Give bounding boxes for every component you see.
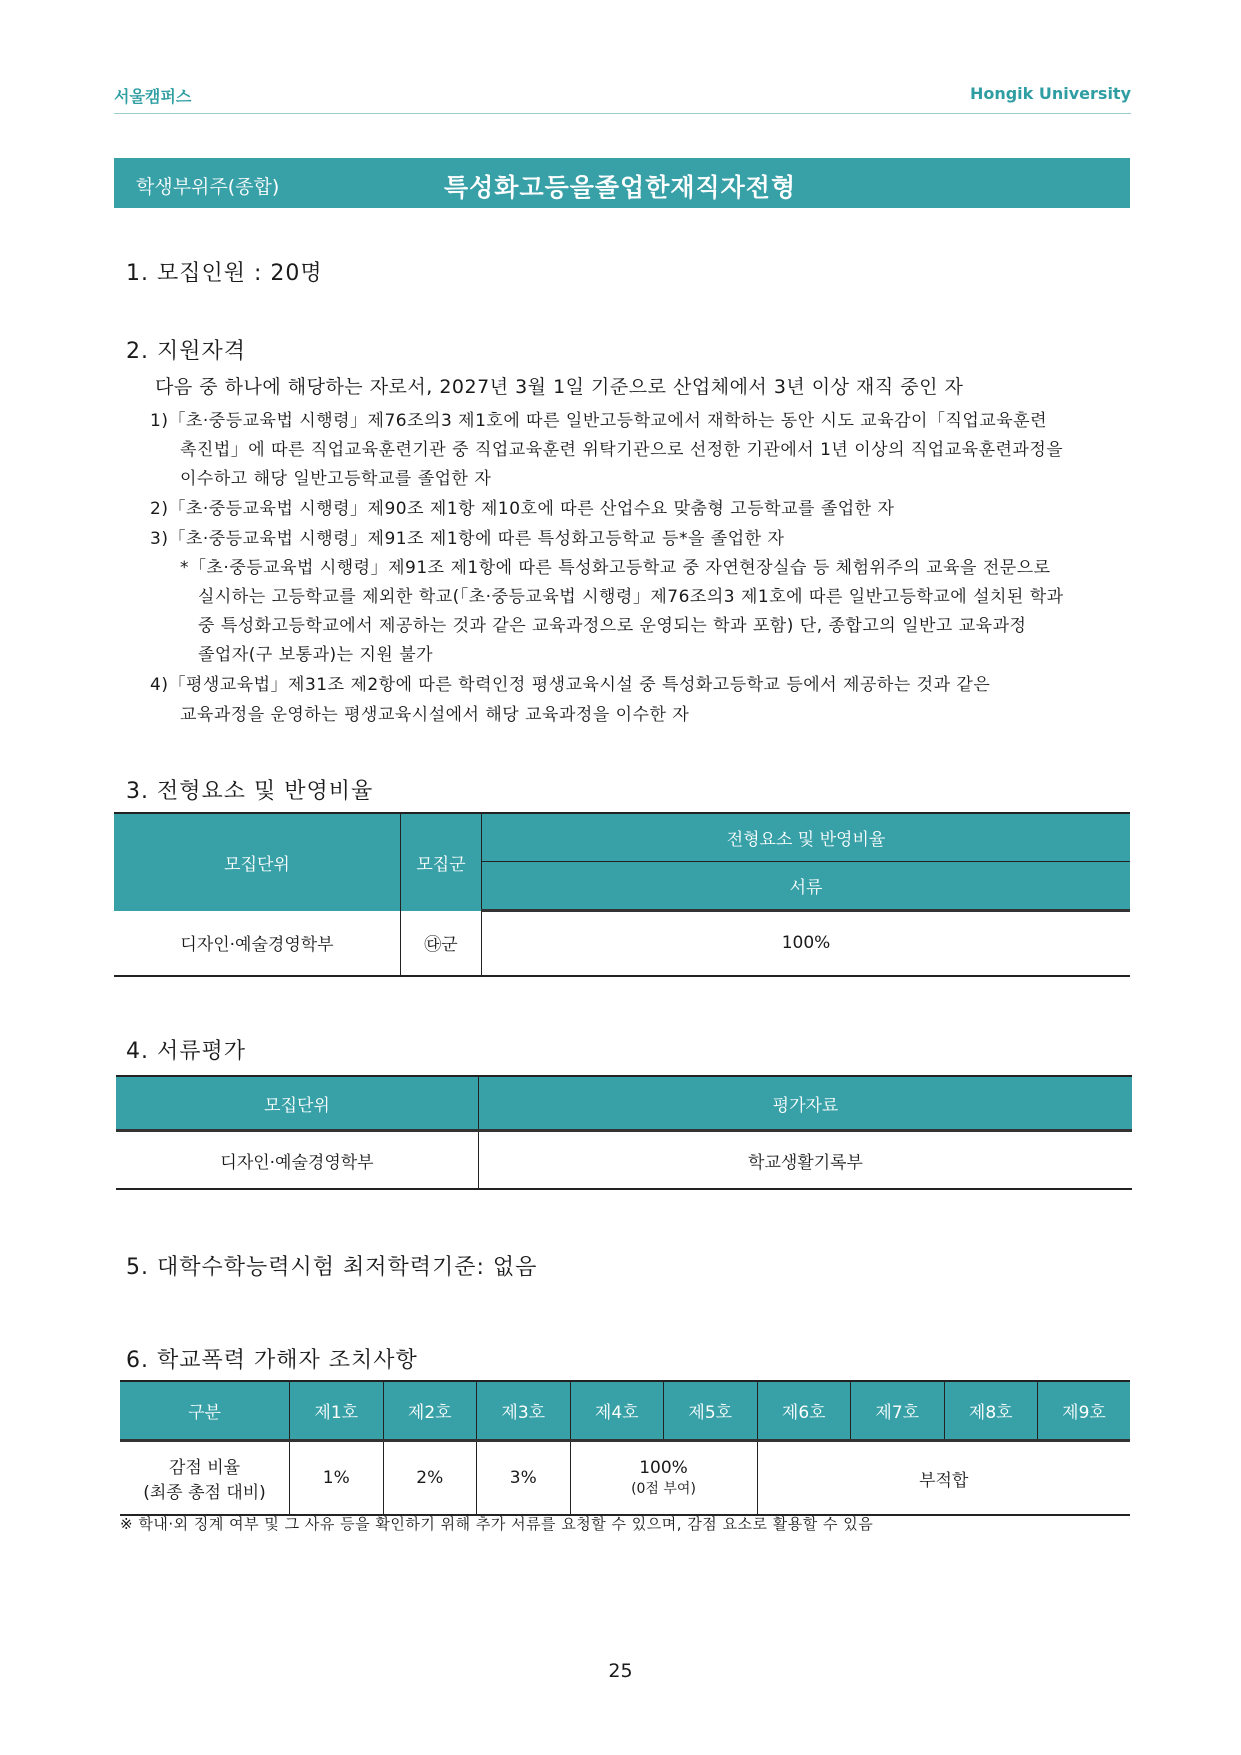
row-label [120, 1441, 290, 1516]
section-1-heading: 1. 모집인원 : 20명 [126, 261, 323, 286]
cell-value: 100% [639, 1458, 688, 1478]
page-number: 25 [608, 1660, 633, 1682]
s2-intro: 다음 중 하나에 해당하는 자로서, 2027년 3월 1일 기준으로 산업체에서 3년 이상 재직 중인 자 [155, 376, 964, 398]
table-row [116, 1131, 1132, 1190]
table-row [120, 1441, 1130, 1516]
col-measure-8: 제8호 [944, 1381, 1038, 1441]
banner-title: 특성화고등을졸업한재직자전형 [444, 173, 797, 202]
cell-group: ㉰군 [401, 911, 482, 976]
col-material: 평가자료 [479, 1076, 1133, 1131]
section-2-heading: 2. 지원자격 [126, 339, 246, 364]
s2-line: 중 특성화고등학교에서 제공하는 것과 같은 교육과정으로 운영되는 학과 포함) 단, 종합고의 일반고 교육과정 [198, 616, 1027, 636]
s2-line: 2)「초·중등교육법 시행령」제90조 제1항 제10호에 따른 산업수요 맞춤형 고등학교를 졸업한 자 [150, 499, 895, 519]
col-measure-2: 제2호 [383, 1381, 477, 1441]
document-evaluation-table [116, 1075, 1132, 1190]
row-label-line-1: 감점 비율 [168, 1458, 241, 1478]
campus-label: 서울캠퍼스 [114, 87, 192, 106]
table-row [114, 911, 1130, 976]
cell-measure-6-9: 부적합 [919, 1470, 969, 1491]
section-3-heading: 3. 전형요소 및 반영비율 [126, 779, 374, 804]
section-4-heading: 4. 서류평가 [126, 1039, 246, 1064]
s2-line: 1)「초·중등교육법 시행령」제76조의3 제1호에 따른 일반고등학교에서 재학하는 동안 시도 교육감이「직업교육훈련 [150, 411, 1047, 431]
col-elements: 전형요소 및 반영비율 [482, 813, 1131, 862]
s2-line: 이수하고 해당 일반고등학교를 졸업한 자 [180, 469, 492, 489]
s2-line: 촉진법」에 따른 직업교육훈련기관 중 직업교육훈련 위탁기관으로 선정한 기관에서 1년 이상의 직업교육훈련과정을 [180, 440, 1064, 460]
col-measure-5: 제5호 [664, 1381, 758, 1441]
row-label-line-2: (최종 총점 대비) [143, 1483, 266, 1503]
selection-elements-table [114, 812, 1130, 977]
cell-docs: 100% [781, 933, 831, 954]
col-unit: 모집단위 [116, 1076, 479, 1131]
cell-measure-1: 1% [290, 1441, 384, 1516]
col-docs: 서류 [482, 862, 1131, 911]
col-measure-3: 제3호 [477, 1381, 571, 1441]
school-violence-table [120, 1380, 1130, 1516]
cell-unit: 디자인·예술경영학부 [114, 911, 401, 976]
s2-line: 실시하는 고등학교를 제외한 학교(「초·중등교육법 시행령」제76조의3 제1호에 따른 일반고등학교에 설치된 학과 [198, 587, 1064, 607]
section-banner [114, 158, 1130, 208]
col-unit: 모집단위 [114, 813, 401, 911]
s2-line: 졸업자(구 보통과)는 지원 불가 [198, 645, 434, 665]
col-measure-9: 제9호 [1038, 1381, 1131, 1441]
university-name: Hongik University [969, 84, 1131, 103]
s2-line: 4)「평생교육법」제31조 제2항에 따른 학력인정 평생교육시설 중 특성화고등학교 등에서 제공하는 것과 같은 [150, 675, 991, 695]
section-5-heading: 5. 대학수학능력시험 최저학력기준: 없음 [126, 1255, 538, 1280]
col-category: 구분 [120, 1381, 290, 1441]
s2-line: 교육과정을 운영하는 평생교육시설에서 해당 교육과정을 이수한 자 [180, 705, 690, 725]
s2-line: 3)「초·중등교육법 시행령」제91조 제1항에 따른 특성화고등학교 등*을 졸업한 자 [150, 529, 785, 549]
cell-material: 학교생활기록부 [748, 1152, 863, 1173]
s2-line: *「초·중등교육법 시행령」제91조 제1항에 따른 특성화고등학교 중 자연현장실습 등 체험위주의 교육을 전문으로 [180, 558, 1051, 578]
section-6-heading: 6. 학교폭력 가해자 조치사항 [126, 1348, 418, 1373]
col-measure-1: 제1호 [290, 1381, 384, 1441]
cell-note: (0점 부여) [631, 1481, 696, 1497]
cell-measure-2: 2% [383, 1441, 477, 1516]
col-group: 모집군 [401, 813, 482, 911]
cell-measure-4-5 [570, 1441, 757, 1516]
col-measure-4: 제4호 [570, 1381, 664, 1441]
footnote: ※ 학내·외 징계 여부 및 그 사유 등을 확인하기 위해 추가 서류를 요청할 수 있으며, 감점 요소로 활용할 수 있음 [120, 1515, 874, 1533]
header-divider [114, 113, 1131, 114]
cell-measure-3: 3% [477, 1441, 571, 1516]
banner-tag: 학생부위주(종합) [136, 176, 280, 198]
cell-unit: 디자인·예술경영학부 [116, 1131, 479, 1190]
col-measure-6: 제6호 [757, 1381, 851, 1441]
col-measure-7: 제7호 [851, 1381, 945, 1441]
